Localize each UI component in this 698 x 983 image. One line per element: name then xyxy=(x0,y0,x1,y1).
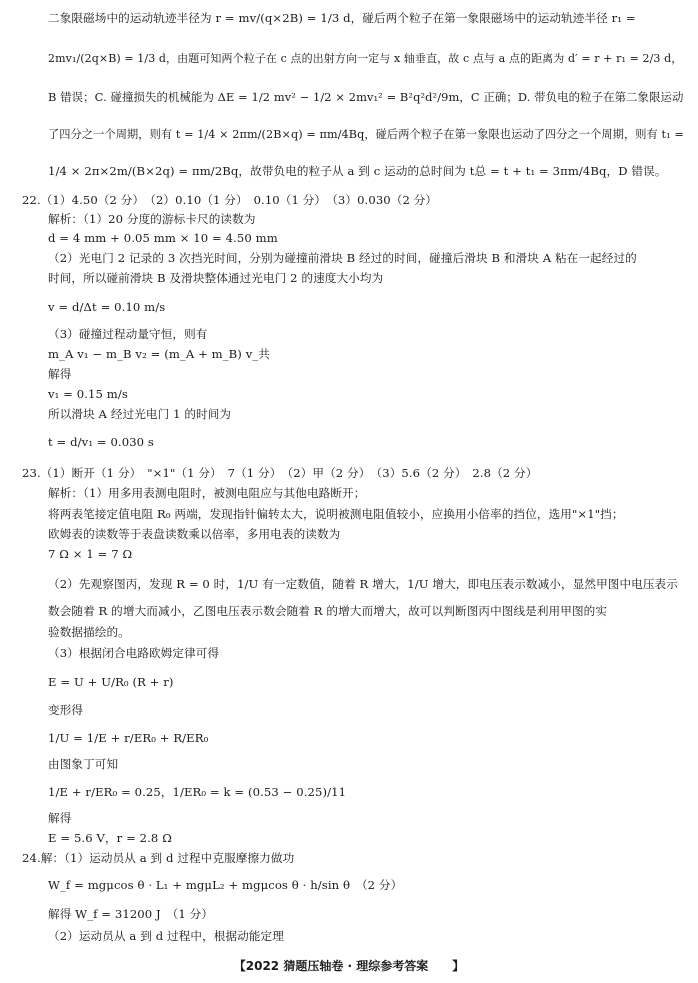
text-line: 解得 xyxy=(48,811,72,825)
question-22-answer: 22.（1）4.50（2 分） （2）0.10（1 分） 0.10（1 分） （3）0.030（2 分） xyxy=(22,193,438,207)
text-line: （2）运动员从 a 到 d 过程中，根据动能定理 xyxy=(48,929,284,943)
text-line: B 错误；C. 碰撞损失的机械能为 ΔE = 1/2 mv² − 1/2 × 2mv₁² = B²q²d²/9m，C 正确；D. 带负电的粒子在第二象限运动 xyxy=(48,90,684,104)
question-23-answer: 23.（1）断开（1 分） "×1"（1 分） 7（1 分） （2）甲（2 分） （3）5.6（2 分） 2.8（2 分） xyxy=(22,466,538,480)
text-line: 了四分之一个周期，则有 t = 1/4 × 2πm/(2B×q) = πm/4Bq，碰后两个粒子在第一象限也运动了四分之一个周期，则有 t₁ = xyxy=(48,128,684,141)
formula-line: 1/E + r/ER₀ = 0.25，1/ER₀ = k = (0.53 − 0.25)/11 xyxy=(48,785,347,799)
text-line: （2）先观察图丙，发现 R = 0 时，1/U 有一定数值，随着 R 增大，1/U 增大，即电压表示数减小，显然甲图中电压表示 xyxy=(48,577,678,591)
text-line: 验数据描绘的。 xyxy=(48,625,130,639)
text-line: 由图象丁可知 xyxy=(48,757,119,771)
question-24-answer: 24.解：（1）运动员从 a 到 d 过程中克服摩擦力做功 xyxy=(22,851,295,865)
text-line: （3）根据闭合电路欧姆定律可得 xyxy=(48,646,220,660)
text-line: 1/4 × 2π×2m/(B×2q) = πm/2Bq，故带负电的粒子从 a 到 c 运动的总时间为 t总 = t + t₁ = 3πm/4Bq，D 错误。 xyxy=(48,164,667,178)
text-line: 解析：（1）用多用表测电阻时，被测电阻应与其他电路断开； xyxy=(48,486,366,500)
text-line: 解析：（1）20 分度的游标卡尺的读数为 xyxy=(48,212,256,226)
formula-line: E = U + U/R₀ (R + r) xyxy=(48,675,174,689)
formula-line: v = d/Δt = 0.10 m/s xyxy=(48,300,166,314)
formula-line: 1/U = 1/E + r/ER₀ + R/ER₀ xyxy=(48,731,209,745)
text-line: 欧姆表的读数等于表盘读数乘以倍率，多用电表的读数为 xyxy=(48,527,341,541)
formula-line: d = 4 mm + 0.05 mm × 10 = 4.50 mm xyxy=(48,231,278,245)
page-footer: 【2022 猜题压轴卷 · 理综参考答案 】 xyxy=(233,959,465,973)
text-line: 时间，所以碰前滑块 B 及滑块整体通过光电门 2 的速度大小均为 xyxy=(48,271,384,285)
text-line: 变形得 xyxy=(48,703,84,717)
text-line: 2mv₁/(2q×B) = 1/3 d，由题可知两个粒子在 c 点的出射方向一定与 x 轴垂直，故 c 点与 a 点的距离为 d′ = r + r₁ = 2/3 d， xyxy=(48,52,683,65)
text-line: 将两表笔接定值电阻 R₀ 两端，发现指针偏转太大，说明被测电阻值较小，应换用小倍率的挡位，选用"×1"挡； xyxy=(48,507,624,521)
formula-line: v₁ = 0.15 m/s xyxy=(48,387,128,401)
formula-line: t = d/v₁ = 0.030 s xyxy=(48,435,154,449)
formula-line: W_f = mgμcos θ · L₁ + mgμL₂ + mgμcos θ · h/sin θ （2 分） xyxy=(48,878,403,892)
formula-line: E = 5.6 V，r = 2.8 Ω xyxy=(48,831,172,845)
text-line: 解得 W_f = 31200 J （1 分） xyxy=(48,907,214,921)
text-line: 数会随着 R 的增大而减小，乙图电压表示数会随着 R 的增大而增大，故可以判断图丙中图线是利用甲图的实 xyxy=(48,604,608,618)
text-line: 所以滑块 A 经过光电门 1 的时间为 xyxy=(48,407,232,421)
formula-line: m_A v₁ − m_B v₂ = (m_A + m_B) v_共 xyxy=(48,347,270,361)
text-line: （3）碰撞过程动量守恒，则有 xyxy=(48,327,208,341)
text-line: （2）光电门 2 记录的 3 次挡光时间，分别为碰撞前滑块 B 经过的时间，碰撞后滑块 B 和滑块 A 粘在一起经过的 xyxy=(48,251,637,265)
text-line: 解得 xyxy=(48,367,72,381)
formula-line: 7 Ω × 1 = 7 Ω xyxy=(48,547,133,561)
text-line: 二象限磁场中的运动轨迹半径为 r = mv/(q×2B) = 1/3 d，碰后两个粒子在第一象限磁场中的运动轨迹半径 r₁ = xyxy=(48,11,636,25)
